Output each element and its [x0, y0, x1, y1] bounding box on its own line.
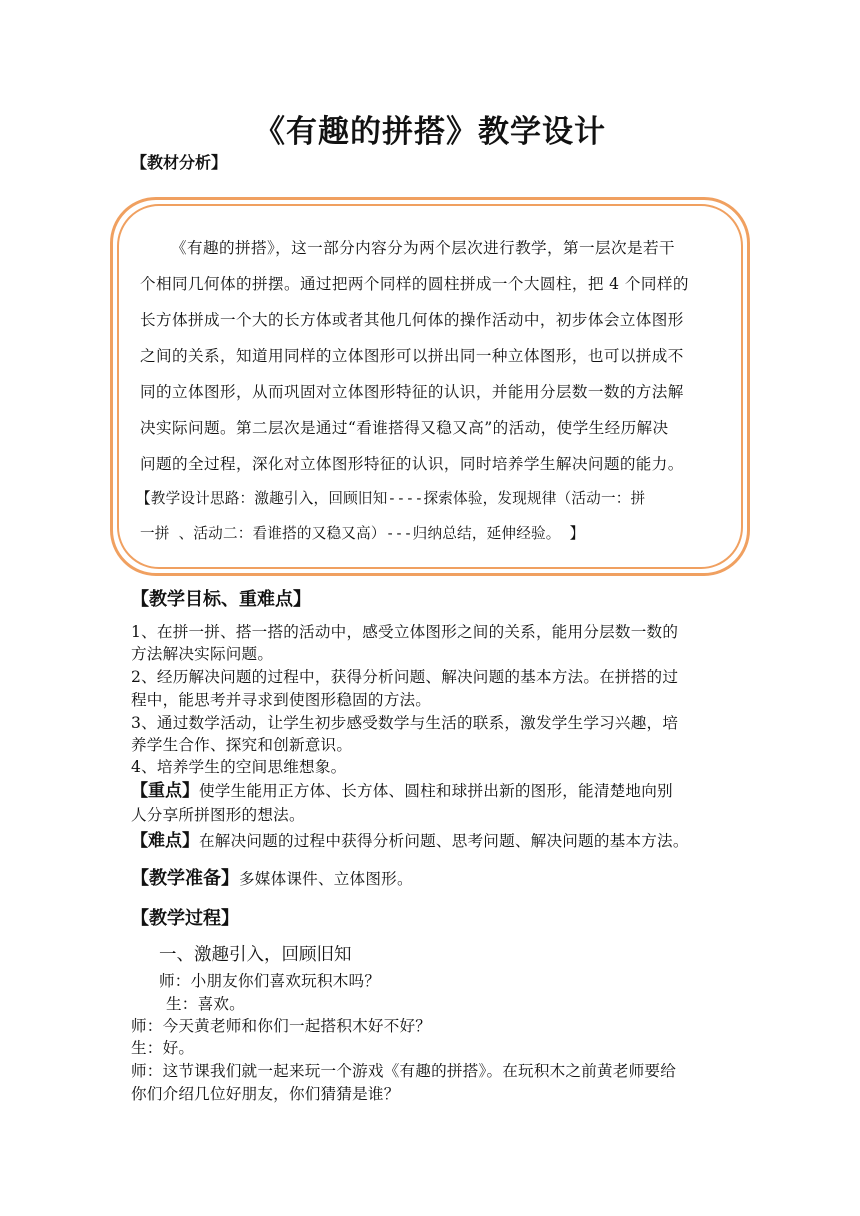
- difficulty-text: 在解决问题的过程中获得分析问题、思考问题、解决问题的基本方法。: [199, 832, 689, 850]
- goal-line: 程中，能思考并寻求到使图形稳固的方法。: [131, 691, 432, 709]
- key-point: [131, 776, 673, 801]
- analysis-line: 《有趣的拼搭》，这一部分内容分为两个层次进行教学，第一层次是若干: [171, 239, 676, 257]
- goal-line: 3、通过数学活动，让学生初步感受数学与生活的联系，激发学生学习兴趣，培: [131, 714, 679, 732]
- analysis-line: 个相同几何体的拼摆。通过把两个同样的圆柱拼成一个大圆柱，把 4 个同样的: [140, 275, 689, 293]
- analysis-line: 长方体拼成一个大的长方体或者其他几何体的操作活动中，初步体会立体图形: [140, 311, 684, 329]
- analysis-line: 决实际问题。第二层次是通过“看谁搭得又稳又高”的活动，使学生经历解决: [140, 419, 669, 437]
- dialogue-line: 你们介绍几位好朋友，你们猜猜是谁？: [131, 1085, 400, 1103]
- analysis-line: 同的立体图形，从而巩固对立体图形特征的认识，并能用分层数一数的方法解: [140, 383, 684, 401]
- goal-line: 4、培养学生的空间思维想象。: [131, 758, 347, 776]
- prep-text: 多媒体课件、立体图形。: [239, 870, 413, 888]
- dialogue-line: 生：好。: [131, 1039, 195, 1057]
- design-thinking-line: 【教学设计思路：激趣引入，回顾旧知----探索体验，发现规律（活动一：拼: [136, 490, 646, 507]
- dialogue-line: 师：这节课我们就一起来玩一个游戏《有趣的拼搭》。在玩积木之前黄老师要给: [131, 1062, 676, 1080]
- key-point-text-cont: 人分享所拼图形的想法。: [131, 806, 305, 824]
- key-point-label: 【重点】: [131, 781, 199, 801]
- dialogue-line: 师：今天黄老师和你们一起搭积木好不好？: [131, 1017, 432, 1035]
- goal-line: 养学生合作、探究和创新意识。: [131, 736, 353, 754]
- key-point-text: 使学生能用正方体、长方体、圆柱和球拼出新的图形，能清楚地向别: [199, 782, 673, 800]
- goal-line: 2、经历解决问题的过程中，获得分析问题、解决问题的基本方法。在拼搭的过: [131, 668, 679, 686]
- document-title: 《有趣的拼搭》教学设计: [254, 114, 606, 150]
- goals-heading: 【教学目标、重难点】: [131, 589, 311, 610]
- step1-heading: 一、激趣引入，回顾旧知: [159, 945, 352, 965]
- analysis-line: 问题的全过程，深化对立体图形特征的认识，同时培养学生解决问题的能力。: [140, 455, 684, 473]
- goal-line: 1、在拼一拼、搭一搭的活动中，感受立体图形之间的关系，能用分层数一数的: [131, 623, 679, 641]
- prep-label: 【教学准备】: [131, 868, 239, 889]
- analysis-heading: 【教材分析】: [131, 153, 228, 172]
- design-thinking-line: 一拼 、活动二：看谁搭的又稳又高）---归纳总结，延伸经验。 】: [140, 525, 585, 542]
- difficulty-label: 【难点】: [131, 831, 199, 851]
- dialogue-line: 师：小朋友你们喜欢玩积木吗？: [159, 972, 381, 990]
- goal-line: 方法解决实际问题。: [131, 645, 274, 663]
- preparation: [131, 864, 413, 890]
- process-heading: 【教学过程】: [131, 908, 239, 929]
- dialogue-line: 生：喜欢。: [166, 995, 245, 1013]
- difficulty: [131, 826, 689, 851]
- analysis-line: 之间的关系，知道用同样的立体图形可以拼出同一种立体图形，也可以拼成不: [140, 347, 684, 365]
